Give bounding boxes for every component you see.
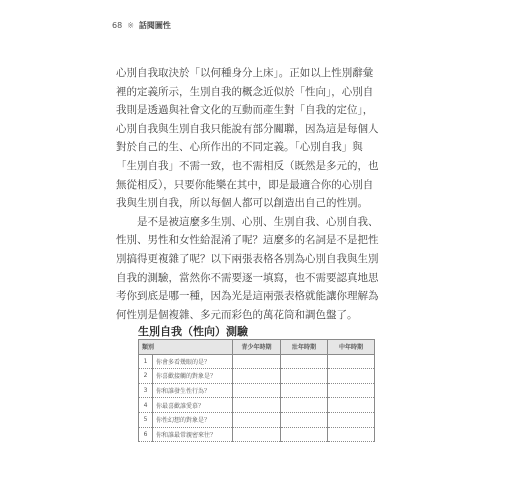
- answer-cell[interactable]: [328, 412, 375, 427]
- header-mark-icon: ※: [127, 21, 134, 30]
- question-cell: 你和誰發生性行為？: [153, 383, 233, 398]
- table-row: [139, 383, 375, 398]
- answer-cell[interactable]: [281, 398, 328, 413]
- question-cell: 你最喜歡誰愛慕？: [153, 398, 233, 413]
- text-line: 無從相反），只要你能樂在其中，即是最適合你的心別自: [116, 178, 374, 191]
- text-line: 我則是透過與社會文化的互動而產生對「自我的定位」，: [116, 104, 374, 117]
- column-header-adult: 壯年時期: [281, 340, 328, 355]
- table-row: [139, 369, 375, 384]
- text-line: 自我的測驗，當然你不需要逐一填寫，也不需要認真地思: [116, 271, 379, 284]
- paragraph: [116, 64, 398, 213]
- page-number: 68: [112, 21, 123, 30]
- answer-cell[interactable]: [281, 383, 328, 398]
- answer-cell[interactable]: [233, 354, 281, 369]
- text-line: 是不是被這麼多生別、心別、生別自我、心別自我、: [116, 215, 379, 228]
- question-cell: 你和誰最常親密來往？: [153, 427, 233, 442]
- answer-cell[interactable]: [233, 383, 281, 398]
- table-title: 生別自我（性向）測驗: [138, 325, 248, 338]
- answer-cell[interactable]: [281, 354, 328, 369]
- question-cell: 你性幻想的對象是？: [153, 412, 233, 427]
- text-line: 心別自我與生別自我只能說有部分關聯，因為這是每個人: [116, 122, 379, 135]
- table-row: [139, 427, 375, 442]
- table-row: [139, 354, 375, 369]
- answer-cell[interactable]: [328, 369, 375, 384]
- text-line: 裡的定義所示，生別自我的概念近似於「性向」，心別自: [116, 85, 374, 98]
- text-line: 心別自我取決於「以何種身分上床」。正如以上性別辭彙: [116, 67, 374, 79]
- book-title: 話閱圖性: [138, 21, 171, 30]
- column-header-teen: 青少年時期: [233, 340, 281, 355]
- text-line: 性別、男性和女性給混淆了呢？這麼多的名詞是不是把性: [116, 234, 379, 247]
- answer-cell[interactable]: [281, 369, 328, 384]
- answer-cell[interactable]: [328, 354, 375, 369]
- question-cell: 你會多看幾眼的是？: [153, 354, 233, 369]
- text-line: 別搞得更複雜了呢？以下兩張表格各別為心別自我與生別: [116, 252, 379, 265]
- answer-cell[interactable]: [328, 398, 375, 413]
- answer-cell[interactable]: [233, 369, 281, 384]
- text-line: 對於自己的生、心所作出的不同定義。「心別自我」與: [116, 141, 363, 154]
- answer-cell[interactable]: [233, 398, 281, 413]
- answer-cell[interactable]: [233, 412, 281, 427]
- orientation-quiz-table: [138, 339, 375, 442]
- column-header-middle-age: 中年時期: [328, 340, 375, 355]
- answer-cell[interactable]: [328, 427, 375, 442]
- text-line: 我與生別自我，所以每個人都可以創造出自己的性別。: [116, 197, 368, 210]
- row-number: 2: [139, 369, 153, 384]
- running-header: [112, 20, 171, 31]
- answer-cell[interactable]: [233, 427, 281, 442]
- row-number: 1: [139, 354, 153, 369]
- table-row: [139, 398, 375, 413]
- row-number: 5: [139, 412, 153, 427]
- row-number: 6: [139, 427, 153, 442]
- question-cell: 你喜歡接觸的對象是？: [153, 369, 233, 384]
- row-number: 4: [139, 398, 153, 413]
- paragraph: [116, 213, 398, 325]
- table-header-row: [139, 340, 375, 355]
- table-row: [139, 412, 375, 427]
- text-line: 考你到底是哪一種，因為光是這兩張表格就能讓你理解為: [116, 290, 379, 303]
- body-text: [116, 64, 398, 324]
- answer-cell[interactable]: [281, 412, 328, 427]
- text-line: 「生別自我」不需一致，也不需相反（既然是多元的，也: [116, 159, 379, 172]
- row-number: 3: [139, 383, 153, 398]
- text-line: 何性別是個複雜、多元而彩色的萬花筒和調色盤了。: [116, 308, 358, 321]
- answer-cell[interactable]: [328, 383, 375, 398]
- answer-cell[interactable]: [281, 427, 328, 442]
- column-header-category: 類別: [139, 340, 233, 355]
